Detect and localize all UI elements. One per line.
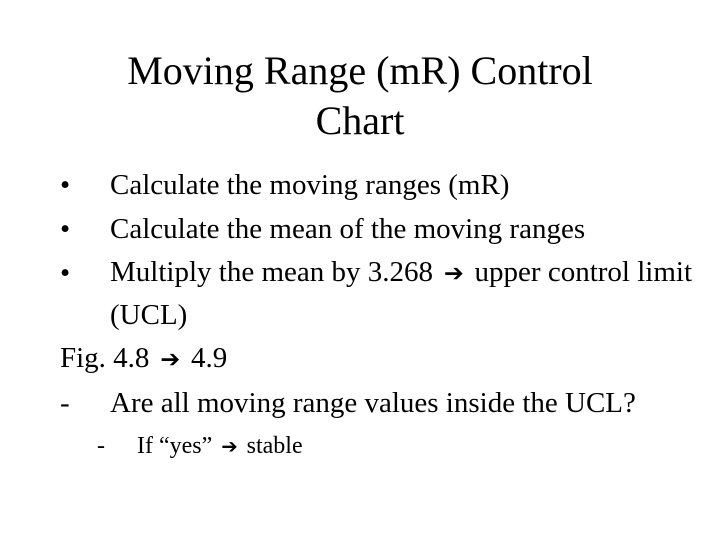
dash-marker: - bbox=[60, 387, 70, 419]
bullet-marker: • bbox=[60, 257, 71, 289]
bullet-text: Calculate the moving ranges (mR) bbox=[110, 169, 510, 201]
right-arrow-icon: ➔ bbox=[160, 345, 181, 373]
sub-dash-item bbox=[60, 428, 700, 465]
right-arrow-icon: ➔ bbox=[443, 259, 464, 287]
fig-end: 4.9 bbox=[190, 342, 228, 374]
bullet-text bbox=[110, 251, 700, 336]
bullet-item bbox=[60, 251, 700, 336]
right-arrow-icon: ➔ bbox=[221, 435, 238, 458]
sub-item-result: stable bbox=[246, 433, 303, 459]
bullet-marker: • bbox=[60, 169, 71, 201]
dash-marker: - bbox=[97, 433, 105, 459]
bullet-text-before-arrow: Multiply the mean by 3.268 bbox=[110, 256, 433, 288]
title-line-1: Moving Range (mR) Control bbox=[127, 48, 593, 93]
bullet-text-after-arrow: upper control limit (UCL) bbox=[110, 256, 693, 331]
fig-reference-line bbox=[60, 336, 700, 381]
bullet-item bbox=[60, 163, 700, 207]
slide-title bbox=[60, 46, 660, 146]
dash-item bbox=[60, 381, 700, 425]
sub-item-condition: If “yes” bbox=[137, 433, 213, 459]
bullet-item bbox=[60, 207, 700, 251]
bullet-marker: • bbox=[60, 213, 71, 245]
title-line-2: Chart bbox=[315, 98, 405, 143]
question-text: Are all moving range values inside the UCL? bbox=[110, 387, 636, 419]
bullet-text: Calculate the mean of the moving ranges bbox=[110, 213, 586, 245]
slide-body bbox=[60, 163, 700, 465]
fig-start: Fig. 4.8 bbox=[60, 342, 150, 374]
